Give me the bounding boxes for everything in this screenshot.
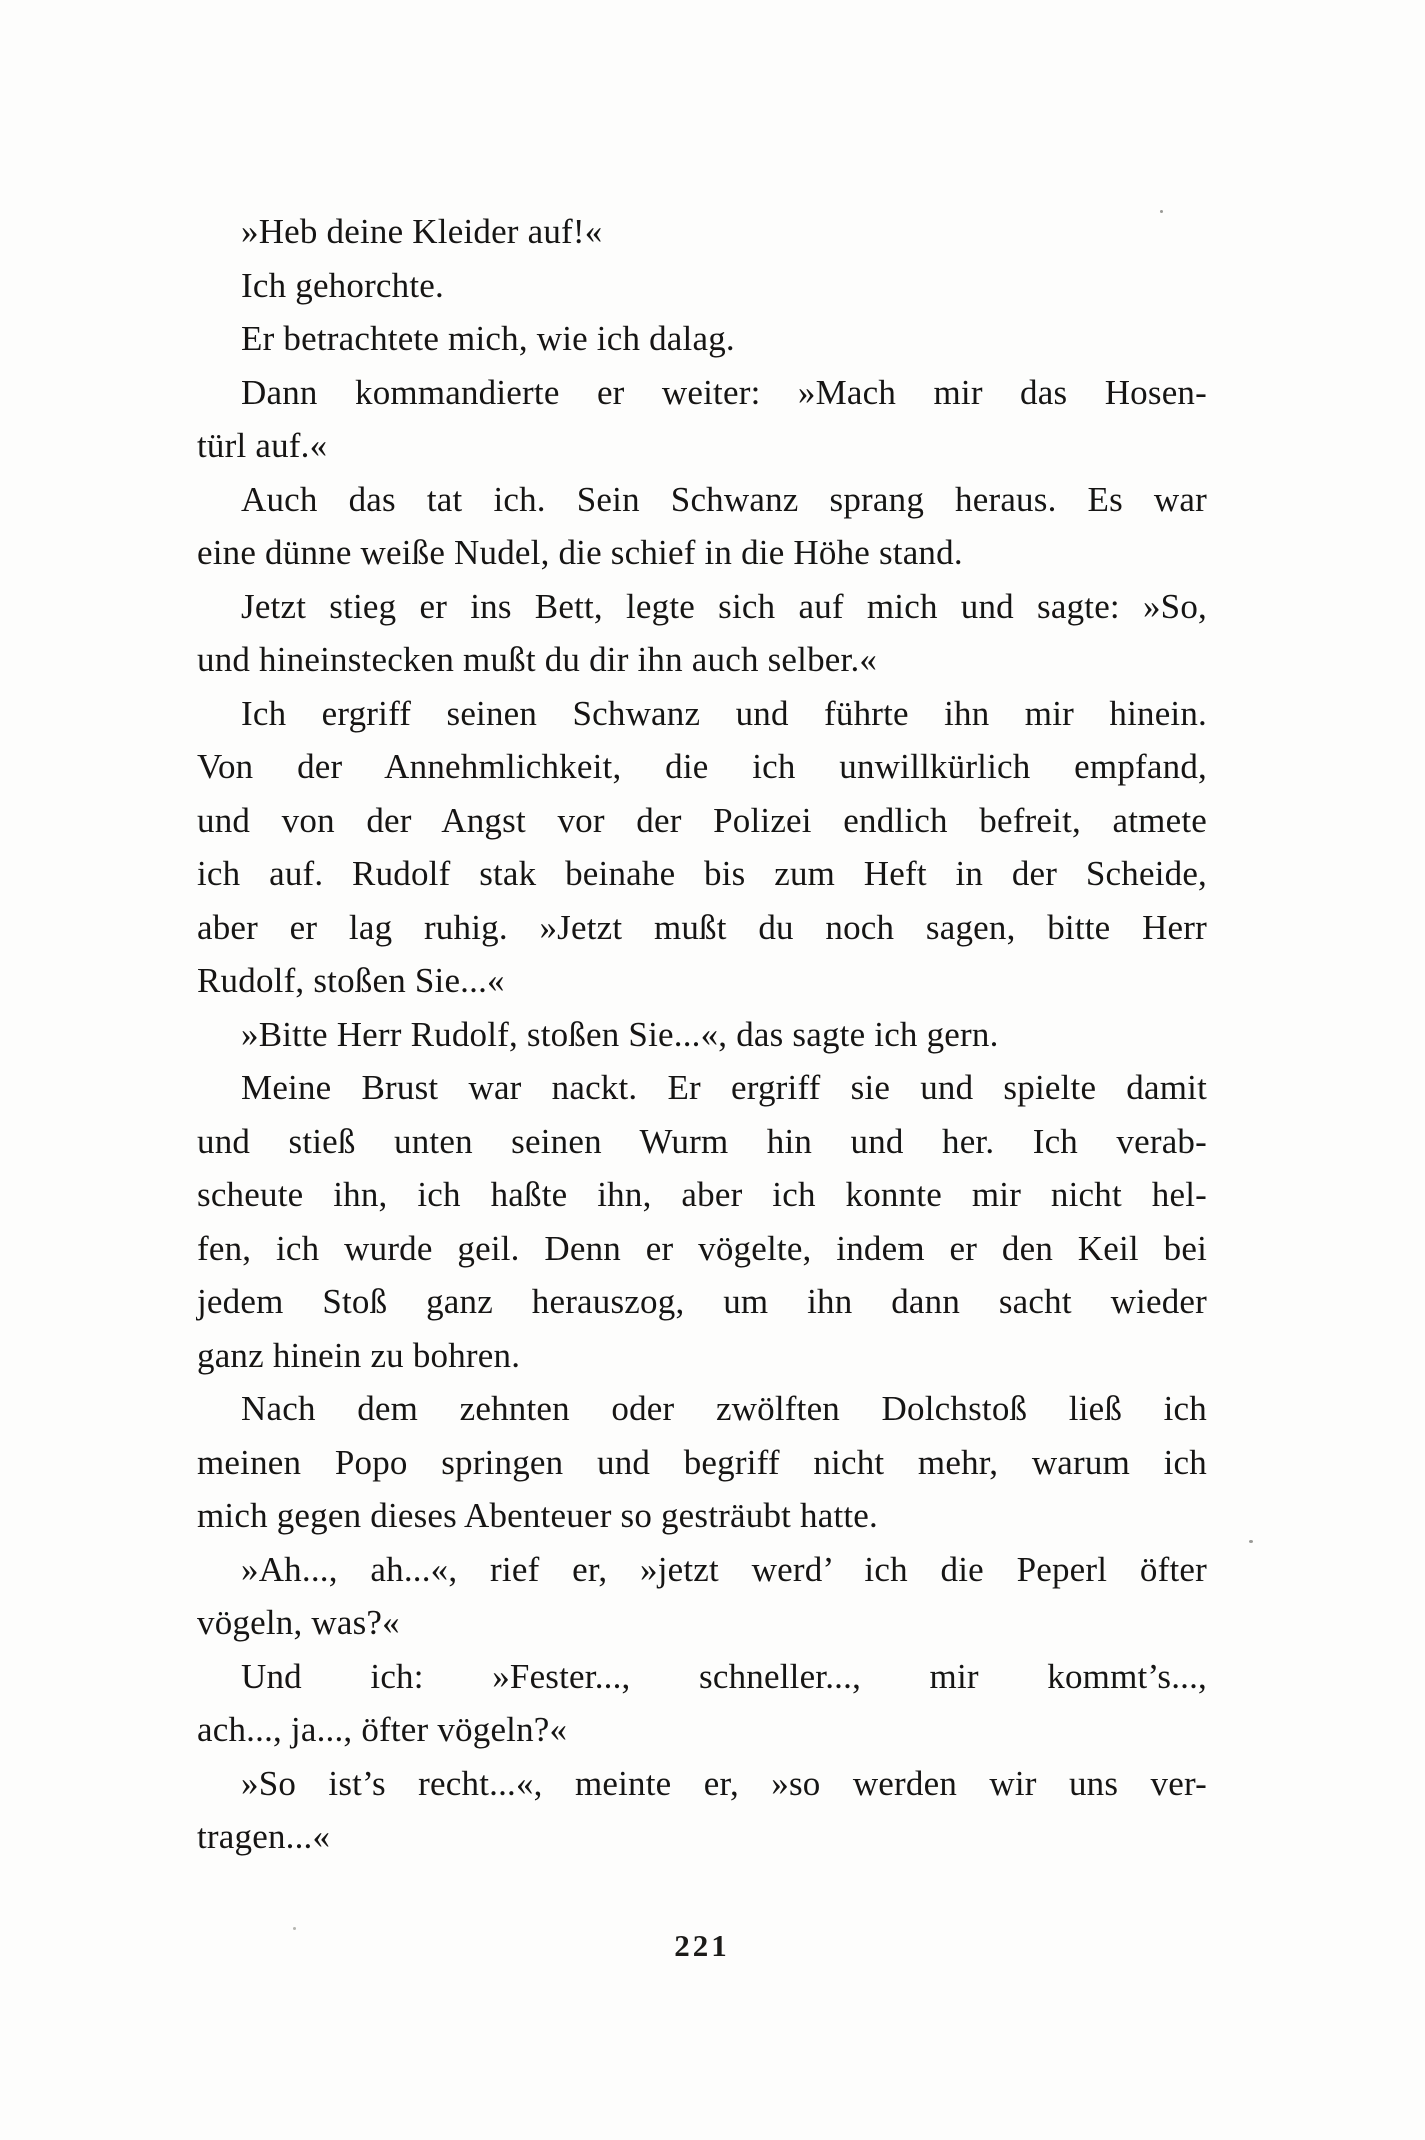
text-line: tragen...«: [197, 1817, 331, 1856]
scan-speck: [1160, 210, 1163, 213]
text-line: »So ist’s recht...«, meinte er, »so werden wir uns ver-: [241, 1763, 1207, 1803]
text-line: jedem Stoß ganz herauszog, um ihn dann sacht wieder: [197, 1282, 1207, 1321]
paragraph: [197, 366, 1207, 473]
paragraph: [197, 1757, 1207, 1864]
text-line: meinen Popo springen und begriff nicht mehr, warum ich: [197, 1442, 1207, 1482]
text-line: Ich gehorchte.: [241, 265, 444, 305]
text-line: und von der Angst vor der Polizei endlich befreit, atmete: [197, 800, 1207, 840]
text-line: »Ah..., ah...«, rief er, »jetzt werd’ ich die Peperl öfter: [241, 1549, 1207, 1589]
text-line: Auch das tat ich. Sein Schwanz sprang heraus. Es war: [241, 479, 1207, 519]
body-text: [197, 205, 1207, 1864]
paragraph: [197, 580, 1207, 687]
text-line: Und ich: »Fester..., schneller..., mir kommt’s...,: [241, 1656, 1207, 1696]
paragraph: [197, 312, 1207, 366]
text-line: scheute ihn, ich haßte ihn, aber ich konnte mir nicht hel-: [197, 1175, 1207, 1214]
paragraph: [197, 1061, 1207, 1382]
paragraph: [197, 473, 1207, 580]
text-line: und stieß unten seinen Wurm hin und her. Ich verab-: [197, 1121, 1207, 1161]
text-line: Meine Brust war nackt. Er ergriff sie und spielte damit: [241, 1068, 1207, 1107]
text-line: und hineinstecken mußt du dir ihn auch selber.«: [197, 640, 878, 679]
paragraph: [197, 205, 1207, 259]
text-line: Von der Annehmlichkeit, die ich unwillkürlich empfand,: [197, 747, 1207, 786]
scan-speck: [293, 1927, 296, 1930]
paragraph: [197, 1650, 1207, 1757]
paragraph: [197, 259, 1207, 313]
text-line: fen, ich wurde geil. Denn er vögelte, indem er den Keil bei: [197, 1228, 1207, 1268]
paragraph: [197, 1543, 1207, 1650]
scan-speck: [1249, 1540, 1253, 1543]
text-line: ich auf. Rudolf stak beinahe bis zum Heft in der Scheide,: [197, 854, 1207, 893]
text-line: Nach dem zehnten oder zwölften Dolchstoß ließ ich: [241, 1389, 1207, 1428]
page-number: 221: [674, 1928, 730, 1963]
text-line: aber er lag ruhig. »Jetzt mußt du noch sagen, bitte Herr: [197, 907, 1207, 947]
paragraph: [197, 687, 1207, 1008]
text-line: Dann kommandierte er weiter: »Mach mir das Hosen-: [241, 372, 1207, 412]
text-line: Rudolf, stoßen Sie...«: [197, 961, 505, 1000]
text-line: »Bitte Herr Rudolf, stoßen Sie...«, das sagte ich gern.: [241, 1014, 999, 1054]
text-line: vögeln, was?«: [197, 1603, 400, 1642]
paragraph: [197, 1382, 1207, 1543]
text-line: Er betrachtete mich, wie ich dalag.: [241, 319, 735, 358]
text-line: mich gegen dieses Abenteuer so gesträubt hatte.: [197, 1496, 878, 1535]
text-line: eine dünne weiße Nudel, die schief in die Höhe stand.: [197, 533, 963, 572]
text-line: Ich ergriff seinen Schwanz und führte ihn mir hinein.: [241, 693, 1207, 733]
text-line: ganz hinein zu bohren.: [197, 1335, 521, 1375]
text-line: Jetzt stieg er ins Bett, legte sich auf mich und sagte: »So,: [241, 586, 1207, 626]
text-line: ach..., ja..., öfter vögeln?«: [197, 1710, 568, 1749]
text-line: »Heb deine Kleider auf!«: [241, 212, 603, 251]
paragraph: [197, 1008, 1207, 1062]
text-line: türl auf.«: [197, 426, 328, 465]
